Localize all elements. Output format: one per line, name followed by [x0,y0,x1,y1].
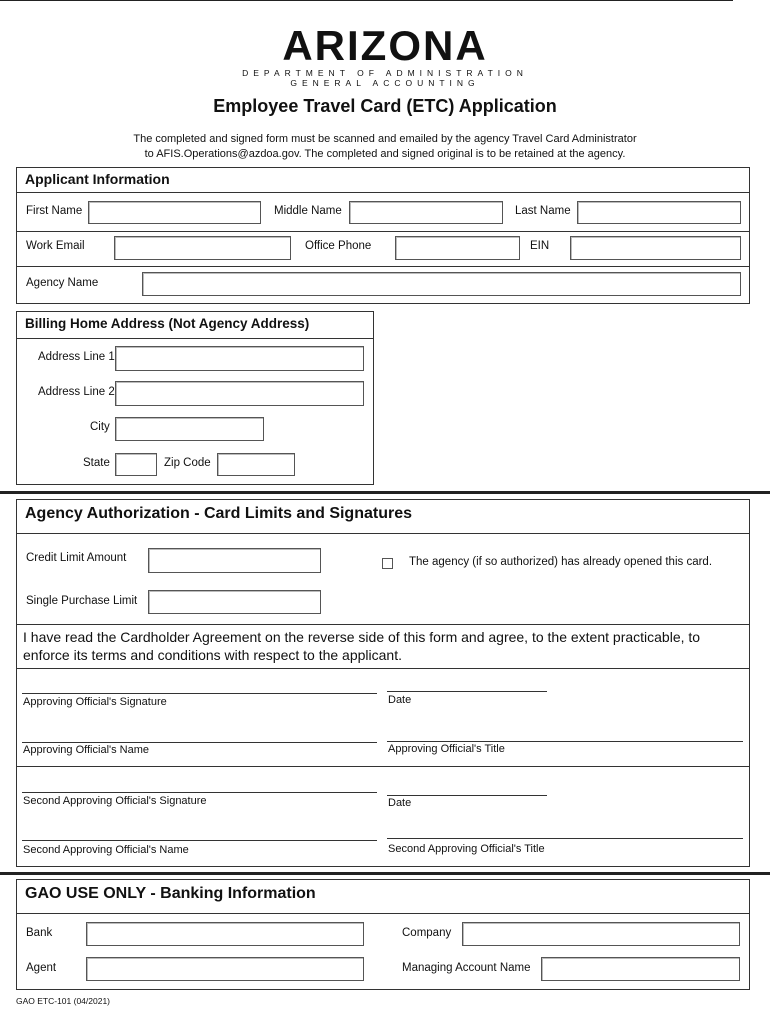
second-approver-signature-label: Second Approving Official's Signature [23,795,207,807]
applicant-row-divider-1 [16,231,750,232]
approver-date-label: Date [388,694,412,706]
agency-name-label: Agency Name [26,277,99,289]
second-approver-name-label: Second Approving Official's Name [23,844,189,856]
middle-name-input[interactable] [349,201,503,224]
card-opened-label: The agency (if so authorized) has already opened this card. [409,556,713,568]
billing-title-divider [16,338,374,339]
zip-code-input[interactable] [217,453,295,476]
arizona-logo-text: ARIZONA [282,22,488,69]
single-purchase-label: Single Purchase Limit [26,595,138,607]
last-name-input[interactable] [577,201,741,224]
second-approver-divider [16,766,750,767]
address-line-1-label: Address Line 1 [38,351,115,363]
city-label: City [90,421,110,433]
approver-date-line[interactable] [387,691,547,692]
approver-signature-label: Approving Official's Signature [23,696,167,708]
top-rule [0,0,733,1]
bank-label: Bank [26,927,53,939]
company-input[interactable] [462,922,740,946]
card-opened-checkbox[interactable] [382,558,393,569]
second-approver-date-label: Date [388,797,412,809]
managing-account-label: Managing Account Name [402,962,531,974]
approver-name-line[interactable] [22,742,377,743]
second-approver-signature-line[interactable] [22,792,377,793]
credit-limit-input[interactable] [148,548,321,573]
intro-line-2: to AFIS.Operations@azdoa.gov. The completed and signed original is to be retained at the agency. [144,148,626,160]
logo-department-line: DEPARTMENT OF ADMINISTRATION [242,68,528,78]
single-purchase-input[interactable] [148,590,321,614]
state-input[interactable] [115,453,157,476]
form-id: GAO ETC-101 (04/2021) [16,996,111,1006]
approver-title-line[interactable] [387,741,743,742]
agent-label: Agent [26,962,57,974]
authorization-title-divider [16,533,750,534]
managing-account-input[interactable] [541,957,740,981]
office-phone-label: Office Phone [305,240,372,252]
credit-limit-label: Credit Limit Amount [26,552,127,564]
section-separator-2 [0,872,770,875]
approver-name-label: Approving Official's Name [23,744,150,756]
intro-line-1: The completed and signed form must be scanned and emailed by the agency Travel Card Administrator [133,133,637,145]
agency-name-input[interactable] [142,272,741,296]
authorization-section-title: Agency Authorization - Card Limits and Signatures [25,505,412,522]
office-phone-input[interactable] [395,236,520,260]
company-label: Company [402,927,452,939]
agreement-statement-line-2: enforce its terms and conditions with respect to the applicant. [23,647,402,663]
section-separator-1 [0,491,770,494]
work-email-input[interactable] [114,236,291,260]
bank-input[interactable] [86,922,364,946]
applicant-title-divider [16,192,750,193]
second-approver-title-label: Second Approving Official's Title [388,843,545,855]
gao-title-divider [16,913,750,914]
agreement-statement-line-1: I have read the Cardholder Agreement on the reverse side of this form and agree, to the extent practicable, to [23,629,701,645]
state-label: State [83,457,110,469]
statement-bottom-divider [16,668,750,669]
last-name-label: Last Name [515,205,571,217]
work-email-label: Work Email [26,240,85,252]
form-title: Employee Travel Card (ETC) Application [213,96,557,116]
agent-input[interactable] [86,957,364,981]
approver-signature-line[interactable] [22,693,377,694]
first-name-label: First Name [26,205,83,217]
applicant-section-title: Applicant Information [25,171,170,187]
approver-title-label: Approving Official's Title [388,743,505,755]
zip-code-label: Zip Code [164,457,211,469]
middle-name-label: Middle Name [274,205,342,217]
logo-division-line: GENERAL ACCOUNTING [290,78,480,88]
second-approver-date-line[interactable] [387,795,547,796]
statement-top-divider [16,624,750,625]
city-input[interactable] [115,417,264,441]
first-name-input[interactable] [88,201,261,224]
second-approver-name-line[interactable] [22,840,377,841]
applicant-row-divider-2 [16,266,750,267]
ein-label: EIN [530,240,550,252]
ein-input[interactable] [570,236,741,260]
address-line-2-label: Address Line 2 [38,386,115,398]
billing-section-title: Billing Home Address (Not Agency Address) [25,316,310,331]
second-approver-title-line[interactable] [387,838,743,839]
gao-section-title: GAO USE ONLY - Banking Information [25,885,316,902]
address-line-2-input[interactable] [115,381,364,406]
address-line-1-input[interactable] [115,346,364,371]
